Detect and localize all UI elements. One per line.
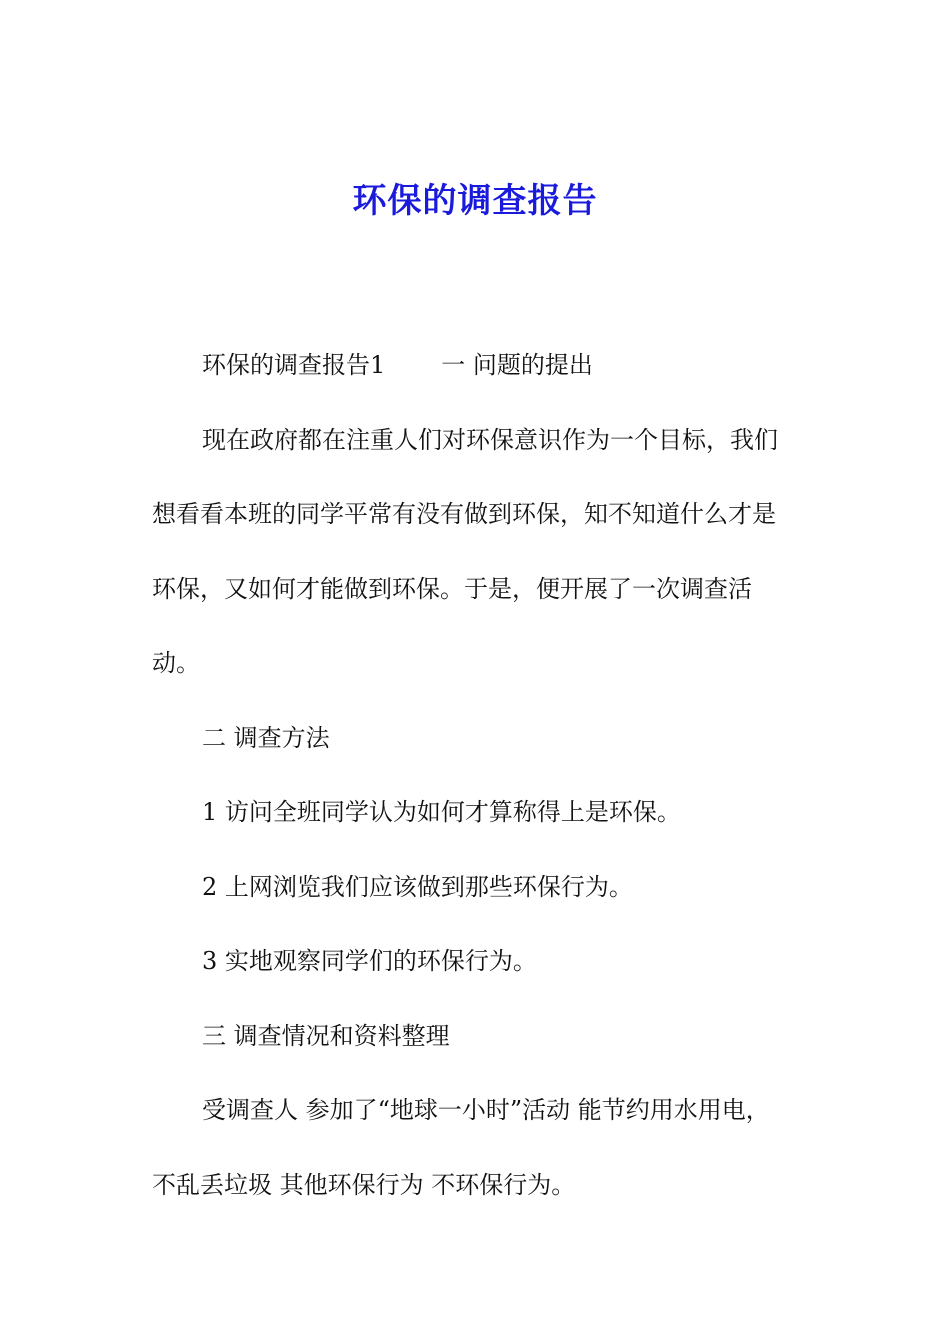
paragraph-intro: 现在政府都在注重人们对环保意识作为一个目标，我们想看看本班的同学平常有没有做到环保，知不知道什么才是环保，又如何才能做到环保。于是，便开展了一次调查活动。 — [152, 425, 778, 677]
section-three-heading: 三 调查情况和资料整理 — [202, 1021, 450, 1050]
document-title: 环保的调查报告 — [352, 181, 598, 221]
method-item-2: 2 上网浏览我们应该做到那些环保行为。 — [202, 872, 633, 901]
paragraph-survey-items: 受调查人 参加了“地球一小时”活动 能节约用水用电，不乱丢垃圾 其他环保行为 不环保行为。 — [152, 1096, 770, 1199]
method-item-3: 3 实地观察同学们的环保行为。 — [202, 947, 537, 975]
section-two-heading: 二 调查方法 — [202, 723, 330, 752]
method-item-1: 1 访问全班同学认为如何才算称得上是环保。 — [202, 798, 681, 826]
document-body — [152, 328, 792, 1222]
section-one-line — [152, 328, 792, 403]
section-one-label: 环保的调查报告1 — [202, 351, 386, 379]
section-one-heading: 一 问题的提出 — [441, 351, 593, 379]
